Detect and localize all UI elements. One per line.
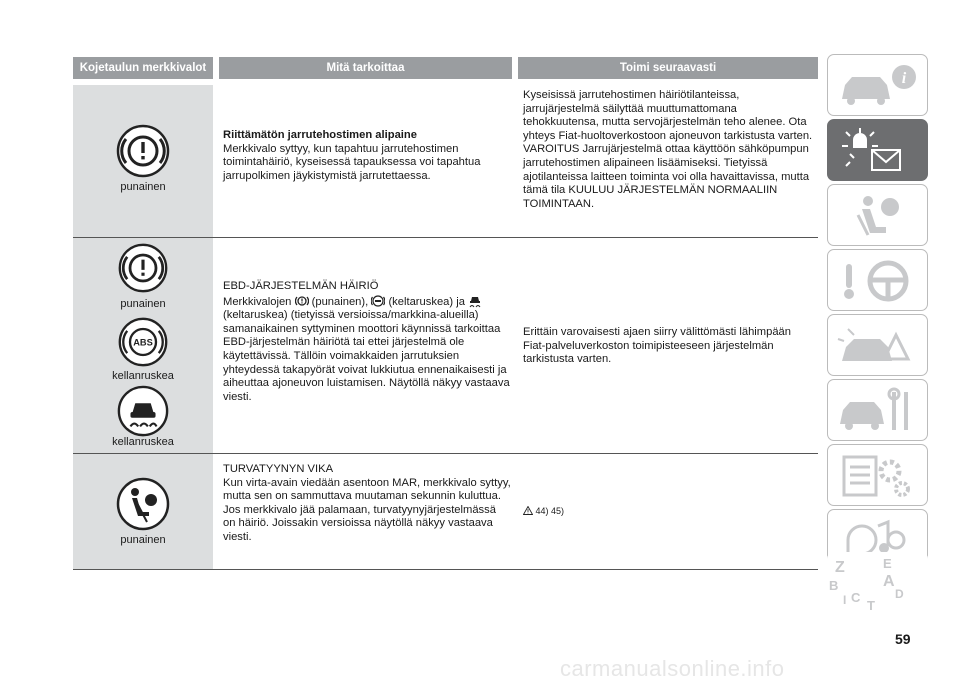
watermark: carmanualsonline.info <box>560 656 785 681</box>
row-title: EBD-JÄRJESTELMÄN HÄIRIÖ <box>223 280 379 292</box>
header-dashboard-lights: Kojetaulun merkkivalot <box>73 57 213 79</box>
nav-tab-index[interactable] <box>827 552 928 612</box>
abs-inline-icon <box>371 294 385 308</box>
nav-tab-warning-lights[interactable] <box>827 119 928 181</box>
icon-cell <box>73 85 213 237</box>
warning-ref-numbers: 44) 45) <box>535 506 565 516</box>
icon-color-label: punainen <box>120 298 166 310</box>
stability-inline-icon <box>468 294 482 308</box>
letter-z: Z <box>835 559 845 576</box>
action-text: Kyseisissä jarrutehostimen häiriötilanteissa, jarrujärjestelmä säilyttää muuttumattomana tehokkuutensa, mutta servojärjestelmän teho alenee. Ota yhteys Fiat-huoltoverkostoon ajoneuvon tarkistusta varten. VAROITUS Jarrujärjestelmä ottaa käyttöön sähköpumpun jarrutehostimen alipaineen lisäämiseksi. Tietyissä ajotilanteissa laitteen toiminta voi olla havaittavissa, mutta tämä tila KUULUU JÄRJESTELMÄN NORMAALIIN TOIMINTAAN. <box>523 89 813 210</box>
nav-tab-safety[interactable] <box>827 184 928 246</box>
row-title: TURVATYYNYN VIKA <box>223 463 334 475</box>
letter-i: I <box>843 593 847 607</box>
table-row-ebd-fault <box>73 238 818 454</box>
letter-e: E <box>883 556 892 571</box>
icon-cell <box>73 454 213 569</box>
airbag-warning-icon <box>115 476 171 532</box>
specs-gear-icon <box>828 445 929 507</box>
icon-color-label: kellanruskea <box>112 436 174 448</box>
letter-c: C <box>851 590 861 605</box>
brake-warning-icon <box>115 123 171 179</box>
nav-tab-technical-data[interactable] <box>827 444 928 506</box>
warning-message-icon <box>828 120 929 182</box>
row-title: Riittämätön jarrutehostimen alipaine <box>223 129 417 141</box>
brake-inline-icon <box>295 294 309 308</box>
meaning-part-d: (keltaruskea) (tietyissä versioissa/markkina-alueilla) samanaikainen syttyminen moottori käynnissä tarkoittaa EBD-järjestelmän häiriötä tai ettei järjestelmä ole käytettävissä. Tällöin voimakkaiden jarrutuksien yhteydessä takapyörät voivat lukkiutua ennenaikaisesti ja aiheuttaa ajoneuvon luistamisen. Näytöllä näkyy vastaava viesti. <box>223 309 510 403</box>
caution-icon <box>523 506 533 515</box>
meaning-part-a: Merkkivalojen <box>223 295 292 308</box>
meaning-text <box>223 463 511 545</box>
meaning-text <box>223 129 511 183</box>
table-row-airbag-fault <box>73 454 818 570</box>
meaning-part-c: (keltaruskea) ja <box>388 295 465 308</box>
letter-b: B <box>829 578 839 593</box>
steering-wheel-icon <box>828 250 929 312</box>
letter-a: A <box>883 573 895 590</box>
car-info-icon <box>828 55 929 117</box>
page-number: 59 <box>895 631 911 647</box>
table-row-brake-vacuum <box>73 85 818 238</box>
meaning-text <box>223 280 511 404</box>
abs-icon <box>115 316 171 368</box>
nav-tab-dashboard-info[interactable] <box>827 54 928 116</box>
action-text: Erittäin varovaisesti ajaen siirry välittömästi lähimpään Fiat-palveluverkoston toimipisteeseen järjestelmän tarkistusta varten. <box>523 326 791 366</box>
icon-cell <box>73 238 213 453</box>
nav-tab-emergency[interactable] <box>827 314 928 376</box>
index-letters-icon <box>827 552 928 612</box>
icon-color-label: kellanruskea <box>112 370 174 382</box>
brake-warning-icon <box>115 242 171 294</box>
car-tools-icon <box>828 380 929 442</box>
meaning-part-b: (punainen), <box>311 295 369 308</box>
meaning-body: Kun virta-avain viedään asentoon MAR, merkkivalo syttyy, mutta sen on sammuttava muutaman sekunnin kuluttua. Jos merkkivalo jää palamaan, turvatyynyjärjestelmässä on häiriö. Joissakin versioissa näytöllä näkyy vastaava viesti. <box>223 476 511 543</box>
warning-references <box>523 506 564 516</box>
header-action: Toimi seuraavasti <box>518 57 818 79</box>
svg-text:i: i <box>901 70 907 87</box>
stability-control-icon <box>115 384 171 438</box>
abs-icon-text: ABS <box>133 337 153 348</box>
icon-color-label: punainen <box>120 534 166 546</box>
icon-color-label: punainen <box>120 181 166 193</box>
header-meaning: Mitä tarkoittaa <box>219 57 512 79</box>
meaning-body: Merkkivalo syttyy, kun tapahtuu jarrutehostimen toimintahäiriö, kyseisessä tapauksessa voi tapahtua jarrupolkimen jäykistymistä jarrutettaessa. <box>223 142 481 182</box>
letter-d: D <box>895 587 904 601</box>
nav-tab-starting-driving[interactable] <box>827 249 928 311</box>
letter-t: T <box>867 598 875 612</box>
breakdown-icon <box>828 315 929 377</box>
meaning-body <box>223 294 511 405</box>
nav-tab-maintenance[interactable] <box>827 379 928 441</box>
airbag-seat-icon <box>828 185 929 247</box>
